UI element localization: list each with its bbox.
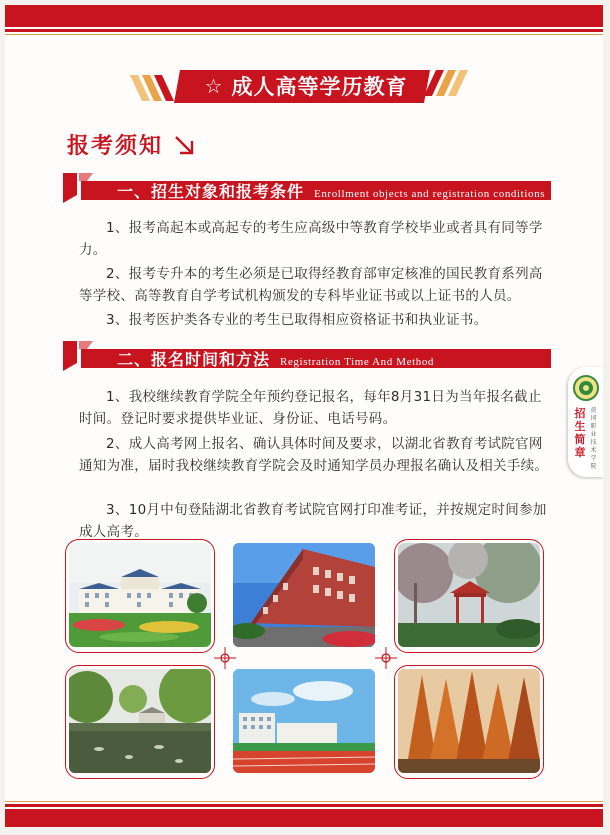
- campus-photo-red-building: [233, 543, 375, 647]
- bottom-gold-line: [5, 801, 603, 802]
- top-red-line: [5, 29, 603, 32]
- bottom-red-band: [5, 809, 603, 827]
- crosshair-icon: [214, 647, 236, 669]
- school-logo-icon: [573, 375, 599, 401]
- paragraph: 1、我校继续教育学院全年预约登记报名，每年8月31日为当年报名截止时间。登记时要求提供毕业证、身份证、电话号码。: [79, 389, 542, 427]
- paragraph: 2、成人高考网上报名、确认具体时间及要求，以湖北省教育考试院官网通知为准，届时我校继续教育学院会及时通知学员办理报名确认及相关手续。: [79, 436, 549, 474]
- campus-photo-building: [69, 543, 211, 647]
- school-char: 黄: [590, 407, 597, 414]
- crosshair-icon: [375, 647, 397, 669]
- top-gold-line: [5, 34, 603, 35]
- school-char: 职: [590, 423, 597, 430]
- paragraph: 1、报考高起本或高起专的考生应高级中等教育学校毕业或者具有同等学力。: [79, 220, 543, 258]
- section-title-zh: 二、报名时间和方法: [117, 350, 271, 369]
- campus-photo-pavilion: [398, 543, 540, 647]
- notice-heading: [67, 129, 195, 160]
- banner-title: [186, 72, 426, 100]
- section-title-en: Registration Time And Method: [280, 356, 435, 368]
- title-banner: [130, 67, 480, 105]
- side-tab: [568, 367, 603, 477]
- paragraph: 3、报考医护类各专业的考生已取得相应资格证书和执业证书。: [106, 312, 488, 328]
- school-char: 业: [590, 431, 597, 438]
- section-header-2: [63, 341, 553, 371]
- campus-photo-autumn-trees: [398, 669, 540, 773]
- bottom-red-line: [5, 804, 603, 807]
- paragraph: 2、报考专升本的考生必须是已取得经教育部审定核准的国民教育系列高等学校、高等教育自学考试机构颁发的专科毕业证书或以上证书的人员。: [79, 266, 543, 304]
- side-tab-char: 简: [574, 433, 586, 446]
- campus-photo-sports-field: [233, 669, 375, 773]
- side-tab-char: 生: [574, 420, 586, 433]
- side-tab-char: 招: [574, 407, 586, 420]
- arrow-down-right-icon: [173, 134, 195, 156]
- section-title: [117, 347, 434, 369]
- star-icon: ☆: [204, 74, 224, 98]
- notice-title: 报考须知: [67, 134, 164, 159]
- brochure-page: [5, 5, 603, 827]
- section-title-zh: 一、招生对象和报考条件: [117, 182, 305, 201]
- paragraph: 3、10月中旬登陆湖北省教育考试院官网打印准考证，并按规定时间参加成人高考。: [79, 502, 547, 540]
- side-tab-school: [589, 407, 598, 471]
- school-char: 术: [590, 447, 597, 454]
- school-char: 技: [590, 439, 597, 446]
- banner-title-text: 成人高等学历教育: [231, 75, 408, 99]
- side-tab-char: 章: [574, 446, 586, 459]
- section-title-en: Enrollment objects and registration conditions: [314, 188, 546, 200]
- school-char: 院: [590, 463, 597, 470]
- campus-photo-lake: [69, 669, 211, 773]
- school-char: 冈: [590, 415, 597, 422]
- section-title: [117, 179, 545, 201]
- school-char: 学: [590, 455, 597, 462]
- top-red-band: [5, 5, 603, 27]
- section-header-1: [63, 173, 553, 203]
- side-tab-title: [572, 407, 588, 459]
